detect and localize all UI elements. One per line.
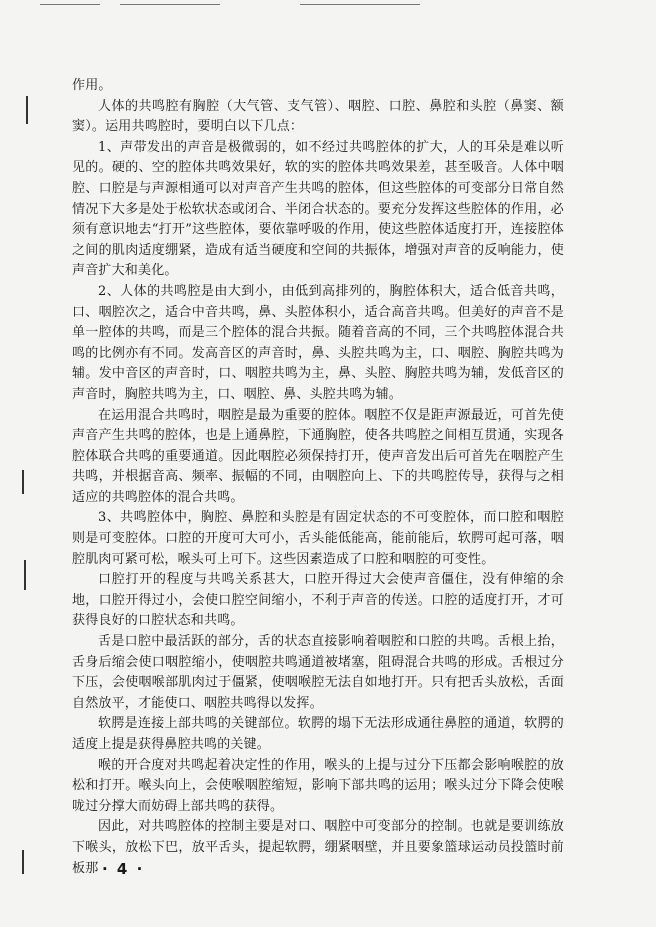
- paragraph: 3、共鸣腔体中，胸腔、鼻腔和头腔是有固定状态的不可变腔体，而口腔和咽腔则是可变腔体。口腔的开度可大可小，舌头能低能高，能前能后，软腭可起可落，咽腔肌肉可紧可松，喉头可上可下。这些因素造成了口腔和咽腔的可变性。: [72, 510, 564, 567]
- scan-margin-mark: [22, 470, 24, 494]
- paragraph: 2、人体的共鸣腔是由大到小，由低到高排列的，胸腔体积大，适合低音共鸣，口、咽腔次之，适合中音共鸣，鼻、头腔体积小，适合高音共鸣。但美好的声音不是单一腔体的共鸣，而是三个腔体的混合共振。随着音高的不同，三个共鸣腔体混合共鸣的比例亦有不同。发高音区的声音时，鼻、头腔共鸣为主，口、咽腔、胸腔共鸣为辅。发中音区的声音时，口、咽腔共鸣为主，鼻、头腔、胸腔共鸣为辅，发低音区的声音时，胸腔共鸣为主，口、咽腔、鼻、头腔共鸣为辅。: [72, 283, 564, 402]
- paragraph: 口腔打开的程度与共鸣关系甚大，口腔开得过大会使声音僵住，没有伸缩的余地，口腔开得过小，会使口腔空间缩小，不利于声音的传送。口腔的适度打开，才可获得良好的口腔状态和共鸣。: [72, 572, 564, 629]
- paragraph: 人体的共鸣腔有胸腔（大气管、支气管）、咽腔、口腔、鼻腔和头腔（鼻窦、额窦）。运用共鸣腔时，要明白以下几点：: [72, 98, 564, 135]
- scan-edge-line: [120, 4, 220, 5]
- scan-margin-mark: [24, 560, 26, 590]
- paragraph: 在运用混合共鸣时，咽腔是最为重要的腔体。咽腔不仅是距声源最近，可首先使声音产生共鸣的腔体，也是上通鼻腔，下通胸腔，使各共鸣腔之间相互贯通，实现各腔体联合共鸣的重要通道。因此咽腔必须保持打开，使声音发出后可首先在咽腔产生共鸣，并根据音高、频率、振幅的不同，由咽腔向上、下的共鸣腔传导，获得与之相适应的共鸣腔体的混合共鸣。: [72, 407, 564, 505]
- body-text: [72, 76, 564, 879]
- scan-margin-mark: [22, 850, 24, 874]
- paragraph: 1、声带发出的声音是极微弱的，如不经过共鸣腔体的扩大，人的耳朵是难以听见的。硬的、空的腔体共鸣效果好，软的实的腔体共鸣效果差，甚至吸音。人体中咽腔、口腔是与声源相通可以对声音产生共鸣的腔体，但这些腔体的可变部分日常自然情况下大多是处于松软状态或闭合、半闭合状态的。要充分发挥这些腔体的作用，必须有意识地去“打开”这些腔体，要依靠呼吸的作用，使这些腔体适度打开，连接腔体之间的肌肉适度绷紧，造成有适当硬度和空间的共振体，增强对声音的反响能力，使声音扩大和美化。: [72, 139, 564, 279]
- scan-margin-mark: [26, 96, 28, 124]
- scan-edge-line: [40, 4, 100, 5]
- paragraph: 喉的开合度对共鸣起着决定性的作用，喉头的上提与过分下压都会影响喉腔的放松和打开。喉头向上，会使喉咽腔缩短，影响下部共鸣的运用；喉头过分下降会使喉咙过分撑大而妨碍上部共鸣的获得。: [72, 757, 564, 814]
- page-number: · 4 ·: [102, 860, 145, 878]
- paragraph: 作用。: [72, 78, 112, 93]
- paragraph: 软腭是连接上部共鸣的关键部位。软腭的塌下无法形成通往鼻腔的通道，软腭的适度上提是获得鼻腔共鸣的关键。: [72, 716, 564, 752]
- scan-edge-line: [300, 4, 420, 5]
- paragraph: 舌是口腔中最活跃的部分，舌的状态直接影响着咽腔和口腔的共鸣。舌根上抬，舌身后缩会使口咽腔缩小，使咽腔共鸣通道被堵塞，阻碍混合共鸣的形成。舌根过分下压，会使咽喉部肌肉过于僵紧，使咽喉腔无法自如地打开。只有把舌头放松，舌面自然放平，才能使口、咽腔共鸣得以发挥。: [72, 634, 564, 711]
- paragraph: 因此，对共鸣腔体的控制主要是对口、咽腔中可变部分的控制。也就是要训练放下喉头，放松下巴，放平舌头，提起软腭，绷紧咽壁，并且要象篮球运动员投篮时前板那: [72, 819, 564, 876]
